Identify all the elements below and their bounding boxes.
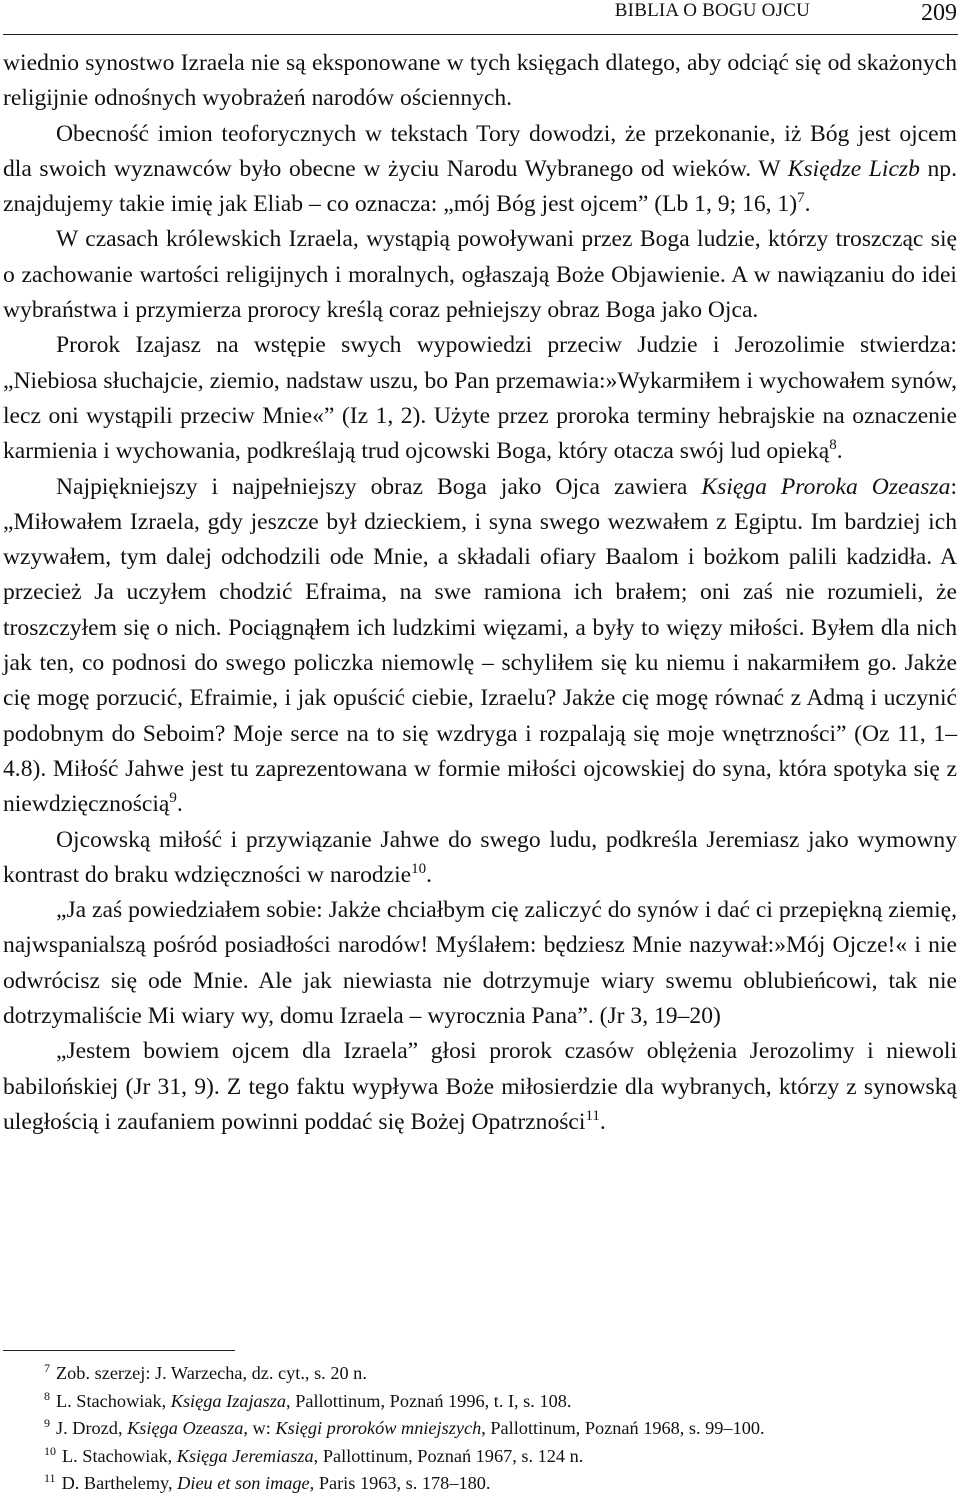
paragraph-3 — [3, 222, 957, 328]
footnote-10 — [44, 1443, 954, 1471]
book-title: Księga Proroka Ozeasza — [701, 473, 951, 500]
text-run: Najpiękniejszy i najpełniejszy obraz Boga jako Ojca zawiera — [56, 473, 702, 500]
footnote-9 — [44, 1415, 954, 1443]
footnote-7 — [44, 1360, 954, 1388]
text-run: Ojcowską miłość i przywiązanie Jahwe do swego ludu, podkreśla Jeremiasz jako wymowny kontrast do braku wdzięczności w narodzie — [3, 826, 957, 888]
paragraph-8 — [3, 1034, 957, 1140]
running-title: BIBLIA O BOGU OJCU — [614, 0, 810, 21]
text-run: L. Stachowiak, — [62, 1445, 177, 1466]
text-run: Prorok Izajasz na wstępie swych wypowiedzi przeciw Judzie i Jerozolimie stwierdza: „Niebiosa słuchajcie, ziemio, nadstaw uszu, bo Pan przemawia:»Wykarmiłem i wychowałem synów, lecz oni wystąpili przeciw Mnie«” (Iz 1, 2). Użyte przez proroka terminy hebrajskie na oznaczenie karmienia i wychowania, podkreślają trud ojcowski Boga, który otacza swój lud opieką — [3, 332, 957, 465]
text-run: Zob. szerzej: J. Warzecha, dz. cyt., s. 20 n. — [56, 1363, 367, 1383]
footnote-number: 7 — [44, 1361, 50, 1375]
text-run: . — [176, 791, 183, 818]
text-run: . — [836, 438, 843, 465]
footnote-ref[interactable]: 11 — [585, 1107, 600, 1124]
page-header — [0, 0, 960, 36]
text-run: . — [426, 861, 433, 888]
footnote-number: 11 — [44, 1471, 56, 1486]
text-run: , Pallottinum, Poznań 1968, s. 99–100. — [481, 1418, 765, 1439]
footnote-number: 10 — [44, 1443, 56, 1458]
paragraph-2 — [3, 117, 957, 223]
text-run: , w: — [243, 1418, 276, 1439]
paragraph-5 — [3, 470, 957, 823]
main-text — [3, 46, 957, 1140]
book-title: Księga Ozeasza — [127, 1418, 244, 1439]
paragraph-6 — [3, 823, 957, 894]
paragraph-1 — [3, 46, 957, 117]
footnote-8 — [44, 1388, 954, 1416]
text-run: J. Drozd, — [56, 1418, 128, 1439]
footnote-11 — [44, 1470, 954, 1498]
text-run: . — [599, 1108, 606, 1135]
book-title: Księgi proroków mniejszych — [275, 1418, 482, 1439]
text-run: D. Barthelemy, — [61, 1473, 178, 1494]
footnote-ref[interactable]: 10 — [411, 860, 427, 877]
footnote-ref[interactable]: 7 — [797, 190, 805, 207]
book-title: Księga Jeremiasza — [176, 1445, 314, 1466]
book-title: Księga Izajasza — [170, 1390, 287, 1411]
paragraph-4 — [3, 328, 957, 469]
text-run: : „Miłowałem Izraela, gdy jeszcze był dzieckiem, i syna swego wezwałem z Egiptu. Im bardziej ich wzywałem, tym dalej odchodzili ode Mnie, a składali ofiary Baalom i bożkom palili kadzidła. A przecież Ja uczyłem chodzić Efraima, na swe ramiona ich brałem; oni zaś nie rozumieli, że troszczyłem się o nich. Pociągnąłem ich ludzkimi więzami, a były to więzy miłości. Byłem dla nich jak ten, co podnosi do swego policzka niemowlę – schyliłem się ku niemu i nakarmiłem go. Jakże cię mogę porzucić, Efraimie, i jak opuścić ciebie, Izraelu? Jakże cię mogę równać z Admą i uczynić podobnym do Seboim? Moje serce na to się wzdryga i rozpalają się moje wnętrzności” (Oz 11, 1–4.8). Miłość Jahwe jest tu zaprezentowana w formie miłości ojcowskiej do syna, która spotyka się z niewdzięcznością — [3, 473, 958, 818]
book-title: Dieu et son image — [177, 1473, 310, 1494]
footnotes — [44, 1360, 954, 1498]
text-run: Obecność imion teoforycznych w tekstach Tory dowodzi, że przekonanie, iż Bóg jest ojcem dla swoich wyznawców było obecne w życiu Narodu Wybranego od wieków. W — [3, 120, 957, 182]
book-title: Księdze Liczb — [787, 155, 920, 182]
footnote-rule — [3, 1350, 235, 1351]
text-run: . — [804, 191, 811, 218]
footnote-ref[interactable]: 9 — [169, 790, 177, 807]
footnote-number: 9 — [44, 1416, 50, 1431]
paragraph-7 — [3, 893, 957, 1034]
text-run: np. znajdujemy takie imię jak Eliab – co oznacza: „mój Bóg jest ojcem” (Lb 1, 9; 16, 1) — [3, 155, 958, 218]
text-run: „Ja zaś powiedziałem sobie: Jakże chciałbym cię zaliczyć do synów i dać ci przepiękną ziemię, najwspanialszą pośród posiadłości narodów! Myślałem: będziesz Mnie nazywał:»Mój Ojcze!« i nie odwrócisz się ode Mnie. Ale jak niewiasta nie dotrzymuje wiary swemu oblubieńcowi, tak nie dotrzymaliście Mi wiary wy, domu Izraela – wyrocznia Pana”. (Jr 3, 19–20) — [3, 897, 957, 1030]
footnote-ref[interactable]: 8 — [829, 437, 837, 454]
footnote-number: 8 — [44, 1388, 50, 1403]
text-run: wiednio synostwo Izraela nie są eksponowane w tych księgach dlatego, aby odciąć się od skażonych religijnie odnośnych wyobrażeń narodów ościennych. — [3, 50, 957, 112]
text-run: W czasach królewskich Izraela, wystąpią powoływani przez Boga ludzie, którzy troszcząc się o zachowanie wartości religijnych i moralnych, ogłaszają Boże Objawienie. A w nawiązaniu do idei wybraństwa i przymierza prorocy kreślą coraz pełniejszy obraz Boga jako Ojca. — [3, 226, 957, 324]
text-run: , Pallottinum, Poznań 1967, s. 124 n. — [313, 1445, 584, 1466]
text-run: , Pallottinum, Poznań 1996, t. I, s. 108. — [286, 1390, 572, 1411]
page-number: 209 — [921, 0, 957, 26]
text-run: L. Stachowiak, — [56, 1390, 171, 1411]
text-run: , Paris 1963, s. 178–180. — [309, 1473, 491, 1494]
header-rule — [3, 34, 958, 35]
text-run: „Jestem bowiem ojcem dla Izraela” głosi prorok czasów oblężenia Jerozolimy i niewoli babilońskiej (Jr 31, 9). Z tego faktu wypływa Boże miłosierdzie dla wybranych, którzy z synowską uległością i zaufaniem powinni poddać się Bożej Opatrzności — [3, 1038, 957, 1135]
